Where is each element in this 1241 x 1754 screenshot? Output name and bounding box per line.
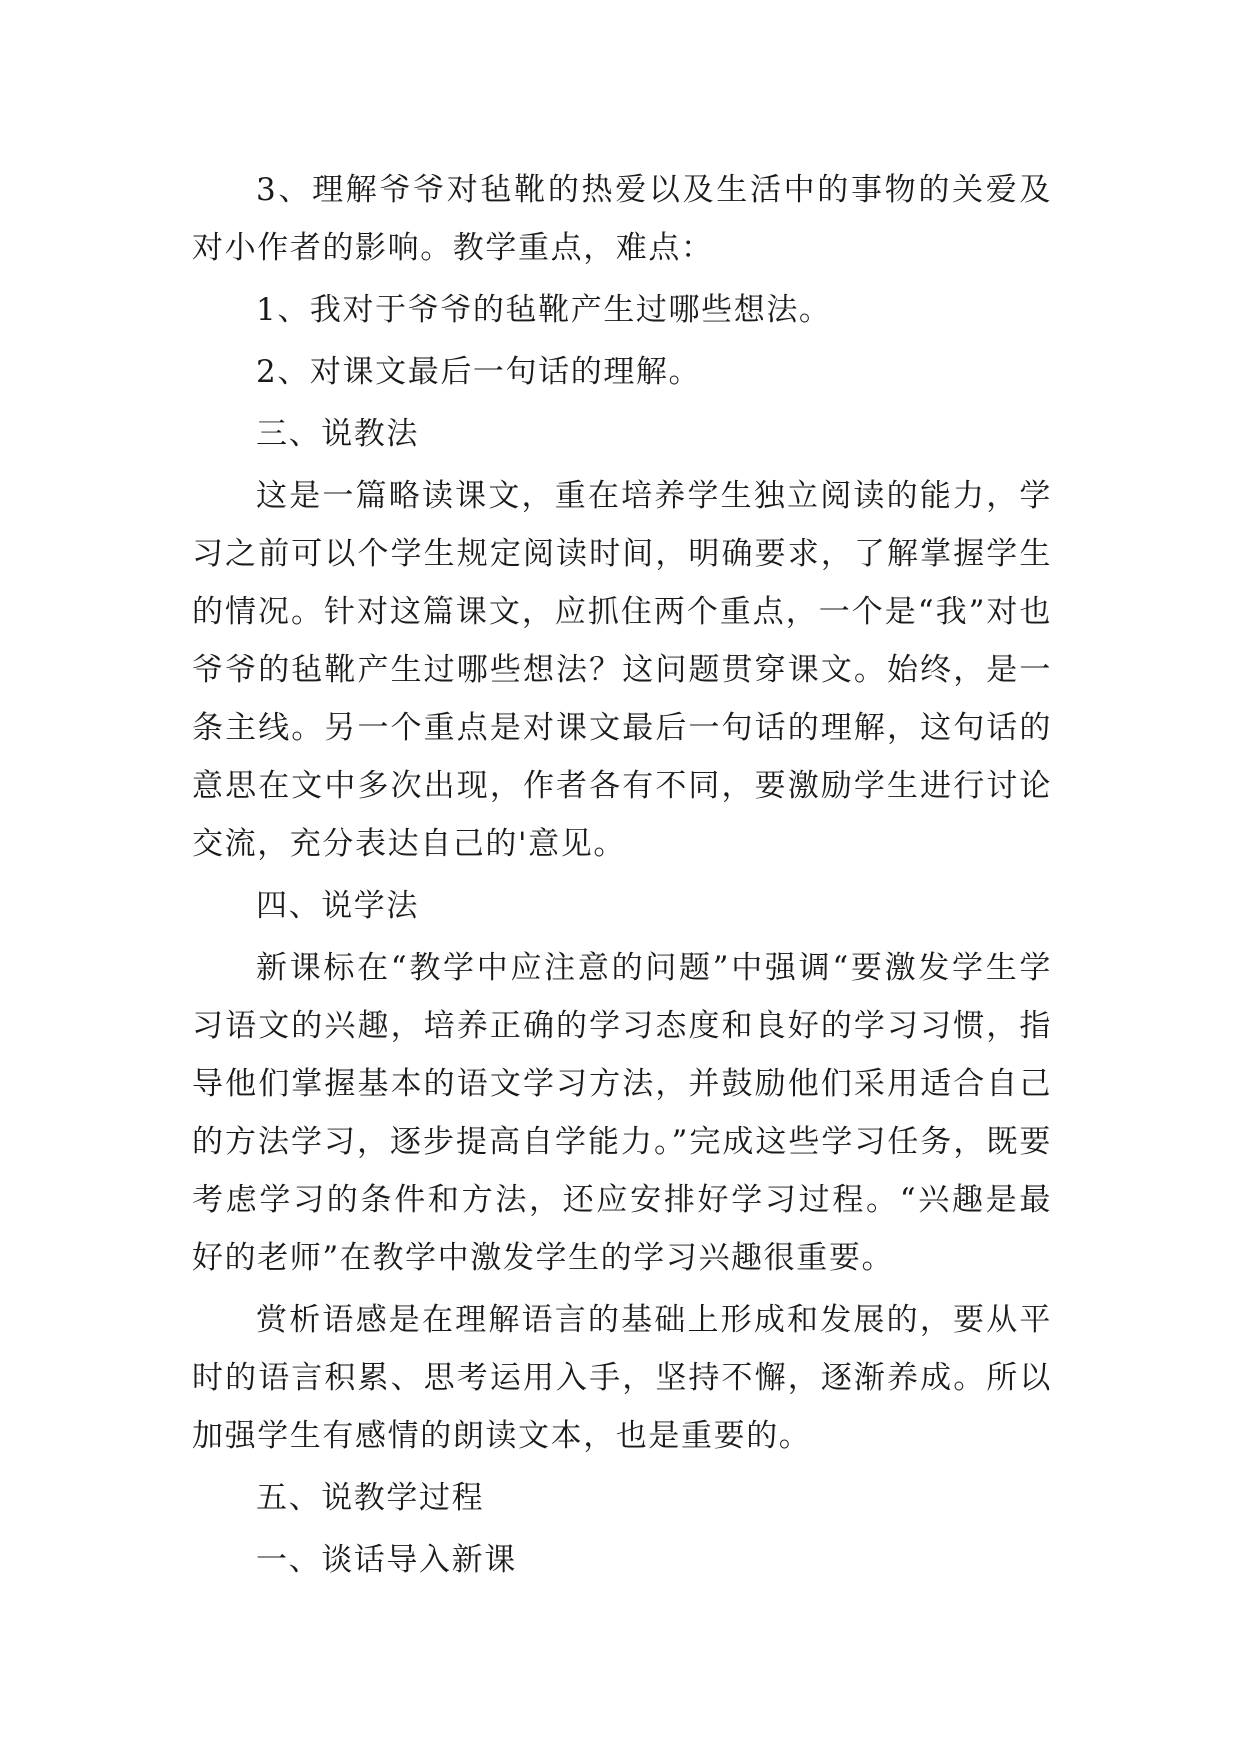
subsection-heading-introduction: 一、谈话导入新课 <box>256 1542 517 1578</box>
paragraph-key-point-1: 1、我对于爷爷的毡靴产生过哪些想法。 <box>256 292 832 328</box>
paragraph-key-point-2: 2、对课文最后一句话的理解。 <box>256 354 702 390</box>
section-heading-teaching-method: 三、说教法 <box>256 416 419 452</box>
paragraph-teaching-method: 这是一篇略读课文，重在培养学生独立阅读的能力，学习之前可以个学生规定阅读时间，明确要求，了解掌握学生的情况。针对这篇课文，应抓住两个重点，一个是“我”对也爷爷的毡靴产生过哪些想法？这问题贯穿课文。始终，是一条主线。另一个重点是对课文最后一句话的理解，这句话的意思在文中多次出现，作者各有不同，要激励学生进行讨论交流，充分表达自己的'意见。 <box>192 478 1052 862</box>
paragraph-language-sense: 赏析语感是在理解语言的基础上形成和发展的，要从平时的语言积累、思考运用入手，坚持不懈，逐渐养成。所以加强学生有感情的朗读文本，也是重要的。 <box>192 1302 1052 1454</box>
paragraph-objective-3: 3、理解爷爷对毡靴的热爱以及生活中的事物的关爱及对小作者的影响。教学重点，难点： <box>192 172 1052 266</box>
section-heading-teaching-process: 五、说教学过程 <box>256 1480 485 1516</box>
section-heading-learning-method: 四、说学法 <box>256 888 419 924</box>
paragraph-learning-method: 新课标在“教学中应注意的问题”中强调“要激发学生学习语文的兴趣，培养正确的学习态度和良好的学习习惯，指导他们掌握基本的语文学习方法，并鼓励他们采用适合自己的方法学习，逐步提高自学能力。”完成这些学习任务，既要考虑学习的条件和方法，还应安排好学习过程。“兴趣是最好的老师”在教学中激发学生的学习兴趣很重要。 <box>192 950 1052 1276</box>
document-body <box>192 161 1052 1589</box>
